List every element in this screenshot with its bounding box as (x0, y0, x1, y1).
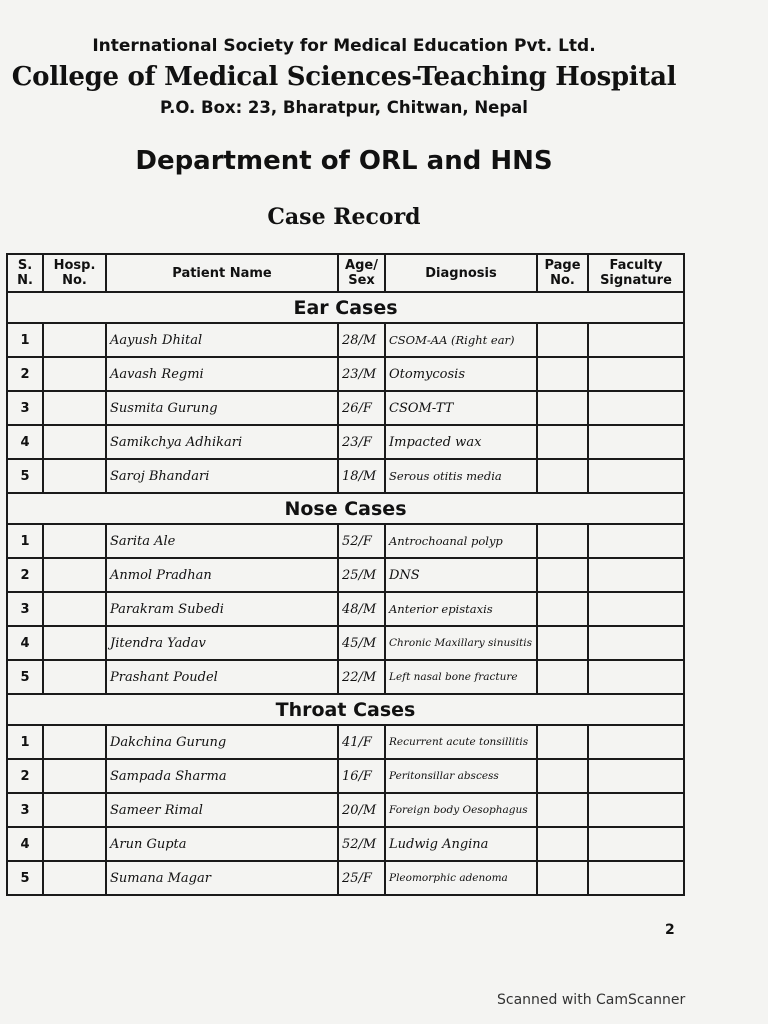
cell-hosp-no (43, 391, 106, 425)
cell-patient-name: Sampada Sharma (106, 759, 338, 793)
cell-faculty-signature (588, 524, 684, 558)
table-row (7, 827, 684, 861)
cell-patient-name: Sarita Ale (106, 524, 338, 558)
cell-page-no (537, 524, 588, 558)
cell-sn: 2 (7, 558, 43, 592)
case-record-title: Case Record (267, 204, 421, 230)
section-title-nose: Nose Cases (7, 493, 684, 524)
cell-patient-name: Aavash Regmi (106, 357, 338, 391)
table-row (7, 793, 684, 827)
cell-age-sex: 52/F (338, 524, 385, 558)
college-name: College of Medical Sciences-Teaching Hospital (11, 62, 677, 92)
cell-diagnosis: Serous otitis media (385, 459, 537, 493)
cell-age-sex: 28/M (338, 323, 385, 357)
cell-hosp-no (43, 827, 106, 861)
cell-page-no (537, 391, 588, 425)
cell-hosp-no (43, 425, 106, 459)
cell-hosp-no (43, 357, 106, 391)
page-number: 2 (665, 922, 675, 938)
cell-faculty-signature (588, 459, 684, 493)
cell-page-no (537, 459, 588, 493)
organization-name: International Society for Medical Education Pvt. Ltd. (92, 36, 596, 56)
section-row-throat (7, 694, 684, 725)
cell-sn: 5 (7, 459, 43, 493)
cell-faculty-signature (588, 759, 684, 793)
col-header-page-no: Page No. (537, 254, 588, 292)
cell-hosp-no (43, 660, 106, 694)
cell-sn: 3 (7, 391, 43, 425)
cell-sn: 1 (7, 524, 43, 558)
cell-hosp-no (43, 323, 106, 357)
cell-patient-name: Prashant Poudel (106, 660, 338, 694)
cell-diagnosis: CSOM-AA (Right ear) (385, 323, 537, 357)
cell-sn: 5 (7, 660, 43, 694)
cell-diagnosis: Recurrent acute tonsillitis (385, 725, 537, 759)
cell-faculty-signature (588, 725, 684, 759)
cell-patient-name: Arun Gupta (106, 827, 338, 861)
cell-age-sex: 23/M (338, 357, 385, 391)
cell-page-no (537, 558, 588, 592)
cell-page-no (537, 323, 588, 357)
table-row (7, 425, 684, 459)
cell-page-no (537, 861, 588, 895)
table-row (7, 626, 684, 660)
cell-page-no (537, 592, 588, 626)
cell-faculty-signature (588, 861, 684, 895)
cell-hosp-no (43, 861, 106, 895)
table-header-row (7, 254, 684, 292)
college-address: P.O. Box: 23, Bharatpur, Chitwan, Nepal (160, 98, 528, 117)
col-header-faculty-signature: Faculty Signature (588, 254, 684, 292)
cell-sn: 5 (7, 861, 43, 895)
cell-diagnosis: CSOM-TT (385, 391, 537, 425)
cell-hosp-no (43, 558, 106, 592)
cell-sn: 4 (7, 827, 43, 861)
table-row (7, 660, 684, 694)
table-row (7, 592, 684, 626)
cell-diagnosis: Pleomorphic adenoma (385, 861, 537, 895)
cell-age-sex: 48/M (338, 592, 385, 626)
cell-diagnosis: Impacted wax (385, 425, 537, 459)
table-row (7, 861, 684, 895)
case-record-table (6, 253, 685, 896)
cell-faculty-signature (588, 793, 684, 827)
cell-patient-name: Aayush Dhital (106, 323, 338, 357)
cell-hosp-no (43, 459, 106, 493)
section-title-ear: Ear Cases (7, 292, 684, 323)
cell-sn: 1 (7, 725, 43, 759)
cell-faculty-signature (588, 391, 684, 425)
cell-diagnosis: Otomycosis (385, 357, 537, 391)
cell-age-sex: 25/F (338, 861, 385, 895)
cell-page-no (537, 626, 588, 660)
cell-faculty-signature (588, 357, 684, 391)
cell-age-sex: 20/M (338, 793, 385, 827)
table-row (7, 558, 684, 592)
cell-sn: 3 (7, 793, 43, 827)
cell-age-sex: 18/M (338, 459, 385, 493)
cell-patient-name: Jitendra Yadav (106, 626, 338, 660)
cell-diagnosis: Chronic Maxillary sinusitis (385, 626, 537, 660)
cell-faculty-signature (588, 323, 684, 357)
cell-age-sex: 52/M (338, 827, 385, 861)
col-header-age-sex: Age/ Sex (338, 254, 385, 292)
department-title: Department of ORL and HNS (135, 146, 553, 176)
cell-age-sex: 45/M (338, 626, 385, 660)
cell-page-no (537, 793, 588, 827)
cell-sn: 1 (7, 323, 43, 357)
table-row (7, 391, 684, 425)
cell-diagnosis: Antrochoanal polyp (385, 524, 537, 558)
cell-hosp-no (43, 793, 106, 827)
section-title-throat: Throat Cases (7, 694, 684, 725)
cell-page-no (537, 660, 588, 694)
table-row (7, 459, 684, 493)
section-row-nose (7, 493, 684, 524)
cell-page-no (537, 357, 588, 391)
cell-age-sex: 22/M (338, 660, 385, 694)
table-row (7, 759, 684, 793)
col-header-sn: S. N. (7, 254, 43, 292)
col-header-patient-name: Patient Name (106, 254, 338, 292)
cell-sn: 2 (7, 759, 43, 793)
cell-diagnosis: Foreign body Oesophagus (385, 793, 537, 827)
cell-diagnosis: Anterior epistaxis (385, 592, 537, 626)
table-row (7, 524, 684, 558)
cell-faculty-signature (588, 827, 684, 861)
table-row (7, 725, 684, 759)
cell-patient-name: Dakchina Gurung (106, 725, 338, 759)
cell-age-sex: 26/F (338, 391, 385, 425)
cell-patient-name: Anmol Pradhan (106, 558, 338, 592)
cell-diagnosis: Ludwig Angina (385, 827, 537, 861)
cell-hosp-no (43, 626, 106, 660)
cell-patient-name: Susmita Gurung (106, 391, 338, 425)
cell-page-no (537, 725, 588, 759)
section-row-ear (7, 292, 684, 323)
cell-sn: 3 (7, 592, 43, 626)
cell-age-sex: 23/F (338, 425, 385, 459)
cell-faculty-signature (588, 660, 684, 694)
cell-faculty-signature (588, 592, 684, 626)
col-header-hosp-no: Hosp. No. (43, 254, 106, 292)
cell-patient-name: Samikchya Adhikari (106, 425, 338, 459)
cell-hosp-no (43, 524, 106, 558)
cell-age-sex: 25/M (338, 558, 385, 592)
cell-age-sex: 16/F (338, 759, 385, 793)
cell-hosp-no (43, 725, 106, 759)
cell-patient-name: Saroj Bhandari (106, 459, 338, 493)
cell-diagnosis: DNS (385, 558, 537, 592)
cell-age-sex: 41/F (338, 725, 385, 759)
cell-sn: 2 (7, 357, 43, 391)
cell-page-no (537, 425, 588, 459)
table-row (7, 323, 684, 357)
cell-sn: 4 (7, 626, 43, 660)
cell-page-no (537, 827, 588, 861)
cell-diagnosis: Left nasal bone fracture (385, 660, 537, 694)
table-row (7, 357, 684, 391)
cell-faculty-signature (588, 425, 684, 459)
cell-faculty-signature (588, 558, 684, 592)
cell-page-no (537, 759, 588, 793)
cell-diagnosis: Peritonsillar abscess (385, 759, 537, 793)
col-header-diagnosis: Diagnosis (385, 254, 537, 292)
scanner-watermark: Scanned with CamScanner (497, 992, 686, 1008)
cell-hosp-no (43, 592, 106, 626)
cell-patient-name: Parakram Subedi (106, 592, 338, 626)
cell-hosp-no (43, 759, 106, 793)
cell-patient-name: Sumana Magar (106, 861, 338, 895)
cell-faculty-signature (588, 626, 684, 660)
cell-sn: 4 (7, 425, 43, 459)
cell-patient-name: Sameer Rimal (106, 793, 338, 827)
